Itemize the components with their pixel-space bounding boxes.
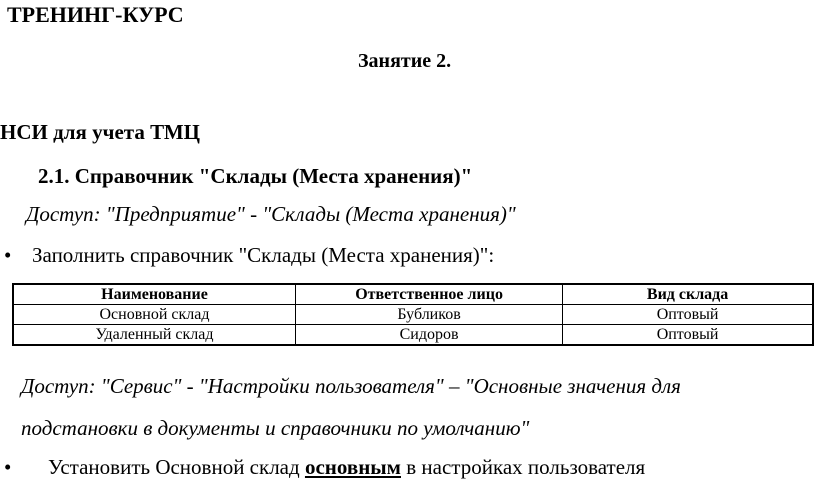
cell-warehouse-type: Оптовый [563, 325, 813, 346]
cell-responsible: Сидоров [295, 325, 562, 346]
access-path-warehouses: Доступ: "Предприятие" - "Склады (Места хранения)" [26, 202, 516, 226]
header-responsible: Ответственное лицо [295, 284, 562, 305]
bullet-icon: • [4, 243, 12, 267]
header-warehouse-type: Вид склада [563, 284, 813, 305]
header-name: Наименование [13, 284, 295, 305]
cell-warehouse-type: Оптовый [563, 305, 813, 325]
instruction-prefix: Установить Основной склад [48, 455, 305, 479]
instruction-suffix: в настройках пользователя [401, 455, 646, 479]
cell-responsible: Бубликов [295, 305, 562, 325]
table-header-row [13, 284, 813, 305]
instruction-fill-catalog [4, 243, 494, 268]
access-path-settings-line2: подстановки в документы и справочники по умолчанию" [21, 416, 530, 440]
section-title: НСИ для учета ТМЦ [0, 120, 200, 144]
lesson-title: Занятие 2. [358, 50, 452, 72]
table-row [13, 325, 813, 346]
warehouses-table [12, 283, 814, 346]
course-title: ТРЕНИНГ-КУРС [7, 2, 184, 27]
table-row [13, 305, 813, 325]
bullet-icon: • [4, 455, 12, 479]
access-path-settings-line1: Доступ: "Сервис" - "Настройки пользователя" – "Основные значения для [21, 374, 681, 398]
instruction-set-default [4, 455, 645, 480]
cell-name: Основной склад [13, 305, 295, 325]
subsection-title: 2.1. Справочник "Склады (Места хранения)" [38, 164, 473, 188]
cell-name: Удаленный склад [13, 325, 295, 346]
instruction-text: Заполнить справочник "Склады (Места хранения)": [32, 243, 495, 267]
instruction-emphasis: основным [304, 455, 401, 479]
